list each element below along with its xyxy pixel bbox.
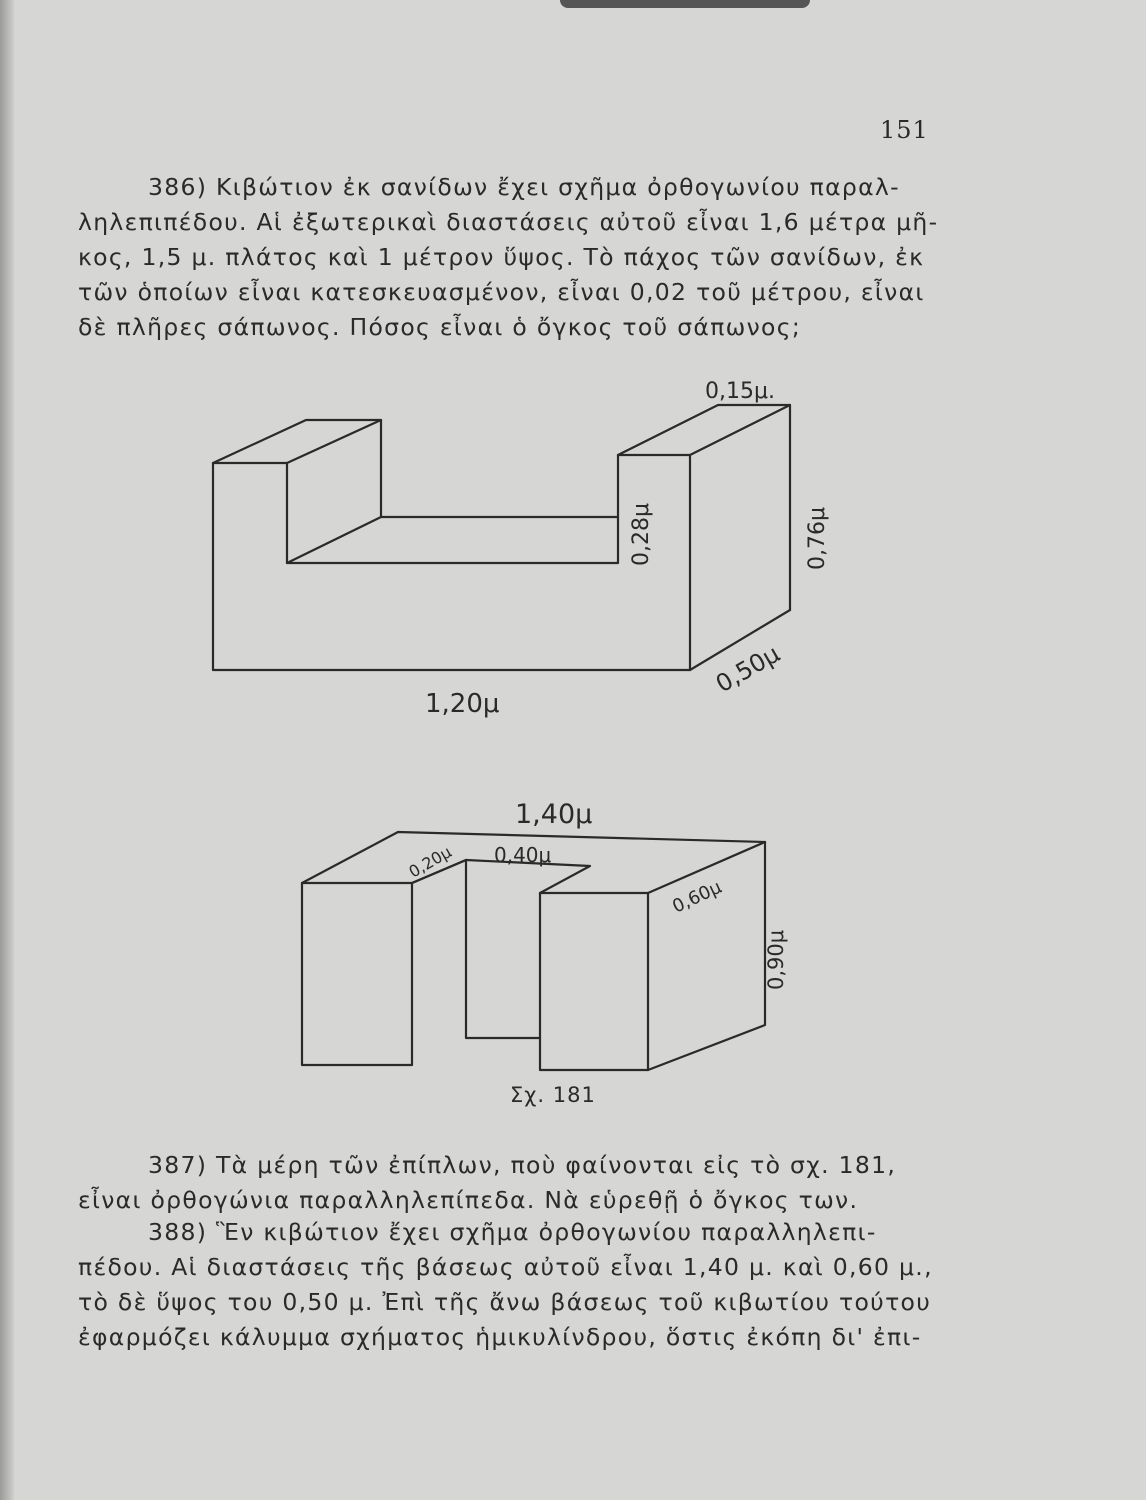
u-block-drawing bbox=[213, 405, 790, 670]
slotted-block-drawing bbox=[302, 832, 765, 1070]
problem-386-line: τῶν ὁποίων εἶναι κατεσκευασμένον, εἶναι 0,02 τοῦ μέτρου, εἶναι bbox=[78, 278, 925, 306]
problem-388 bbox=[78, 1215, 973, 1355]
problem-386-line: ληλεπιπέδου. Αἱ ἐξωτερικαὶ διαστάσεις αὐτοῦ εἶναι 1,6 μέτρα μῆ- bbox=[78, 208, 939, 236]
label-depth-top: 0,50μ bbox=[711, 639, 785, 699]
problem-388-line: ἐφαρμόζει κάλυμμα σχήματος ἡμικυλίνδρου, ὅστις ἐκόπη δι' ἐπι- bbox=[78, 1323, 922, 1351]
label-slot-depth: 0,20μ bbox=[405, 842, 455, 882]
problem-388-line: τὸ δὲ ὕψος του 0,50 μ. Ἐπὶ τῆς ἄνω βάσεως τοῦ κιβωτίου τούτου bbox=[78, 1288, 932, 1316]
label-inner-height: 0,28μ bbox=[629, 503, 654, 566]
problem-388-line: 388) Ἓν κιβώτιον ἔχει σχῆμα ὀρθογωνίου παραλληλεπι- bbox=[148, 1218, 877, 1246]
problem-386-line: δὲ πλῆρες σάπωνος. Πόσος εἶναι ὁ ὄγκος τοῦ σάπωνος; bbox=[78, 313, 802, 341]
label-outer-height: 0,76μ bbox=[805, 507, 830, 570]
label-length-top: 1,20μ bbox=[425, 689, 500, 719]
problem-386-line: 386) Κιβώτιον ἐκ σανίδων ἔχει σχῆμα ὀρθογωνίου παραλ- bbox=[148, 173, 900, 201]
label-height-bottom: 0,90μ bbox=[764, 929, 788, 990]
label-length-bottom: 1,40μ bbox=[515, 799, 593, 830]
label-top-thickness: 0,15μ. bbox=[705, 379, 775, 404]
problem-387-line: εἶναι ὀρθογώνια παραλληλεπίπεδα. Νὰ εὑρεθῇ ὁ ὄγκος των. bbox=[78, 1186, 859, 1214]
label-depth-bottom: 0,60μ bbox=[669, 876, 725, 918]
problem-386-line: κος, 1,5 μ. πλάτος καὶ 1 μέτρον ὕψος. Τὸ πάχος τῶν σανίδων, ἐκ bbox=[78, 243, 925, 271]
figure-caption: Σχ. 181 bbox=[510, 1083, 596, 1107]
label-slot-width: 0,40μ bbox=[494, 843, 552, 867]
problem-387 bbox=[78, 1148, 973, 1218]
problem-388-line: πέδου. Αἱ διαστάσεις τῆς βάσεως αὐτοῦ εἶναι 1,40 μ. καὶ 0,60 μ., bbox=[78, 1253, 933, 1281]
problem-387-line: 387) Τὰ μέρη τῶν ἐπίπλων, ποὺ φαίνονται εἰς τὸ σχ. 181, bbox=[148, 1151, 897, 1179]
page-number: 151 bbox=[880, 116, 929, 144]
